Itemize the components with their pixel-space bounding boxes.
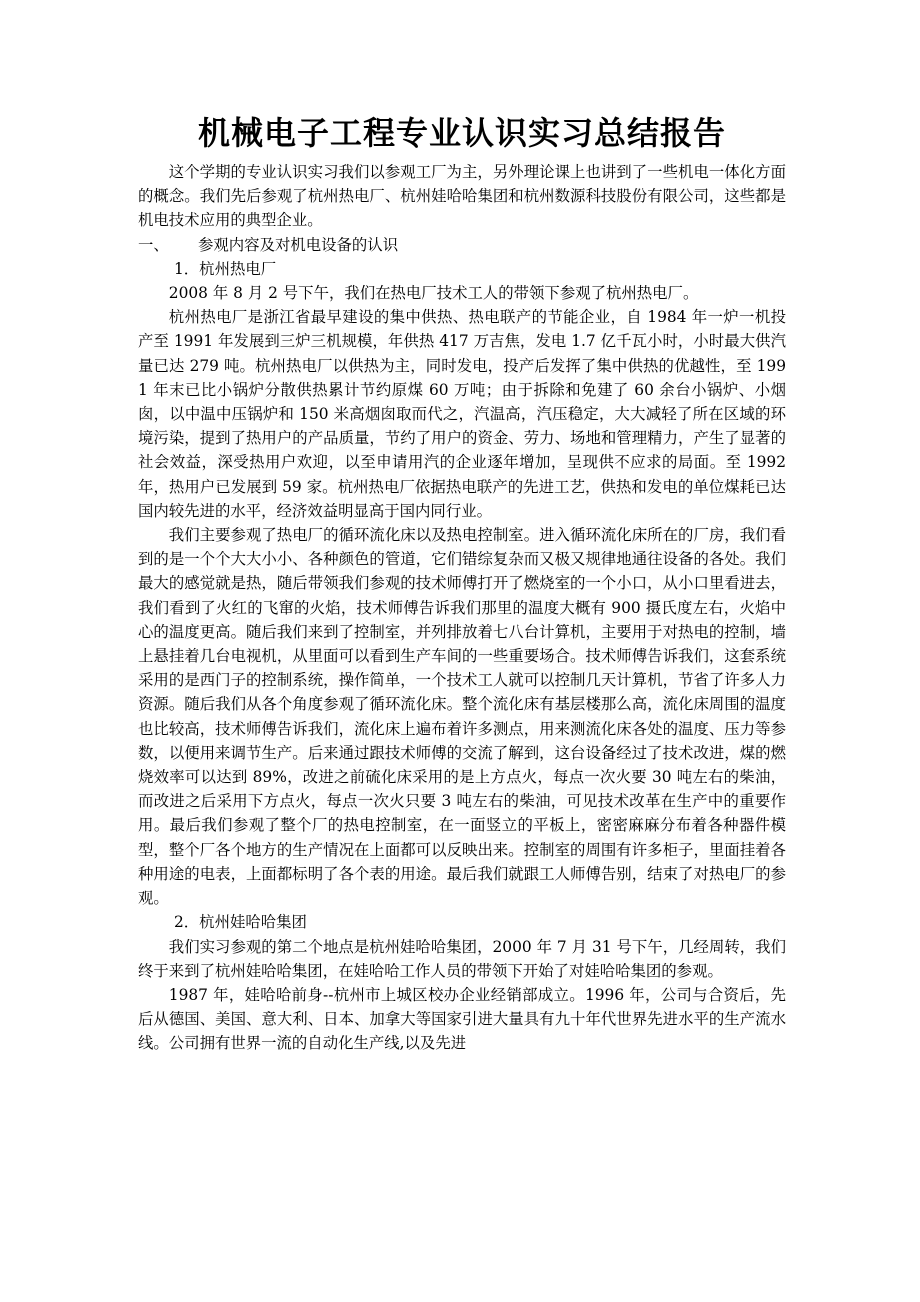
section-title: 参观内容及对机电设备的认识: [198, 235, 399, 254]
intro-paragraph: 这个学期的专业认识实习我们以参观工厂为主，另外理论课上也讲到了一些机电一体化方面的概念。我们先后参观了杭州热电厂、杭州娃哈哈集团和杭州数源科技股份有限公司，这些都是机电技术应用的典型企业。: [138, 163, 786, 230]
paragraph: 我们实习参观的第二个地点是杭州娃哈哈集团，2000 年 7 月 31 号下午，几经周转，我们终于来到了杭州娃哈哈集团，在娃哈哈工作人员的带领下开始了对娃哈哈集团的参观。: [138, 937, 786, 980]
subsection-heading-1: 1．杭州热电厂: [174, 259, 277, 278]
paragraph: 我们主要参观了热电厂的循环流化床以及热电控制室。进入循环流化床所在的厂房，我们看到的是一个个大大小小、各种颜色的管道，它们错综复杂而又极又规律地通往设备的各处。我们最大的感觉就是热，随后带领我们参观的技术师傅打开了燃烧室的一个小口，从小口里看进去，我们看到了火红的飞窜的火焰，技术师傅告诉我们那里的温度大概有 900 摄氏度左右，火焰中心的温度更高。随后我们来到了控制室，并列排放着七八台计算机，主要用于对热电的控制，墙上悬挂着几台电视机，从里面可以看到生产车间的一些重要场合。技术师傅告诉我们，这套系统采用的是西门子的控制系统，操作简单，一个技术工人就可以控制几天计算机，节省了许多人力资源。随后我们从各个角度参观了循环流化床。整个流化床有基层楼那么高，流化床周围的温度也比较高，技术师傅告诉我们，流化床上遍布着许多测点，用来测流化床各处的温度、压力等参数，以便用来调节生产。后来通过跟技术师傅的交流了解到，这台设备经过了技术改进，煤的燃烧效率可以达到 89%，改进之前硫化床采用的是上方点火，每点一次火要 30 吨左右的柴油，而改进之后采用下方点火，每点一次火只要 3 吨左右的柴油，可见技术改革在生产中的重要作用。最后我们参观了整个厂的热电控制室，在一面竖立的平板上，密密麻麻分布着各种器件模型，整个厂各个地方的生产情况在上面都可以反映出来。控制室的周围有许多柜子，里面挂着各种用途的电表，上面都标明了各个表的用途。最后我们就跟工人师傅告别，结束了对热电厂的参观。: [138, 526, 786, 908]
paragraph: 杭州热电厂是浙江省最早建设的集中供热、热电联产的节能企业，自 1984 年一炉一机投产至 1991 年发展到三炉三机规模，年供热 417 万吉焦，发电 1.7 亿千瓦小时，小时最大供汽量已达 279 吨。杭州热电厂以供热为主，同时发电，投产后发挥了集中供热的优越性，至 1991 年末已比小锅炉分散供热累计节约原煤 60 万吨；由于拆除和免建了 60 余台小锅炉、小烟囱，以中温中压锅炉和 150 米高烟囱取而代之，汽温高，汽压稳定，大大减轻了所在区域的环境污染，提到了热用户的产品质量，节约了用户的资金、劳力、场地和管理精力，产生了显著的社会效益，深受热用户欢迎，以至申请用汽的企业逐年增加，呈现供不应求的局面。至 1992 年，热用户已发展到 59 家。杭州热电厂依据热电联产的先进工艺，供热和发电的单位煤耗已达国内较先进的水平，经济效益明显高于国内同行业。: [138, 308, 786, 520]
paragraph: 2008 年 8 月 2 号下午，我们在热电厂技术工人的带领下参观了杭州热电厂。: [168, 284, 699, 303]
document-page: [138, 108, 786, 1056]
subsection-heading-2: 2．杭州娃哈哈集团: [174, 913, 307, 932]
document-title: 机械电子工程专业认识实习总结报告: [197, 114, 726, 152]
section-number: 一、: [138, 235, 169, 254]
paragraph: 1987 年，娃哈哈前身--杭州市上城区校办企业经销部成立。1996 年，公司与合资后，先后从德国、美国、意大利、日本、加拿大等国家引进大量具有九十年代世界先进水平的生产流水线。公司拥有世界一流的自动化生产线,以及先进: [138, 985, 786, 1053]
section-heading-1: [138, 233, 786, 257]
